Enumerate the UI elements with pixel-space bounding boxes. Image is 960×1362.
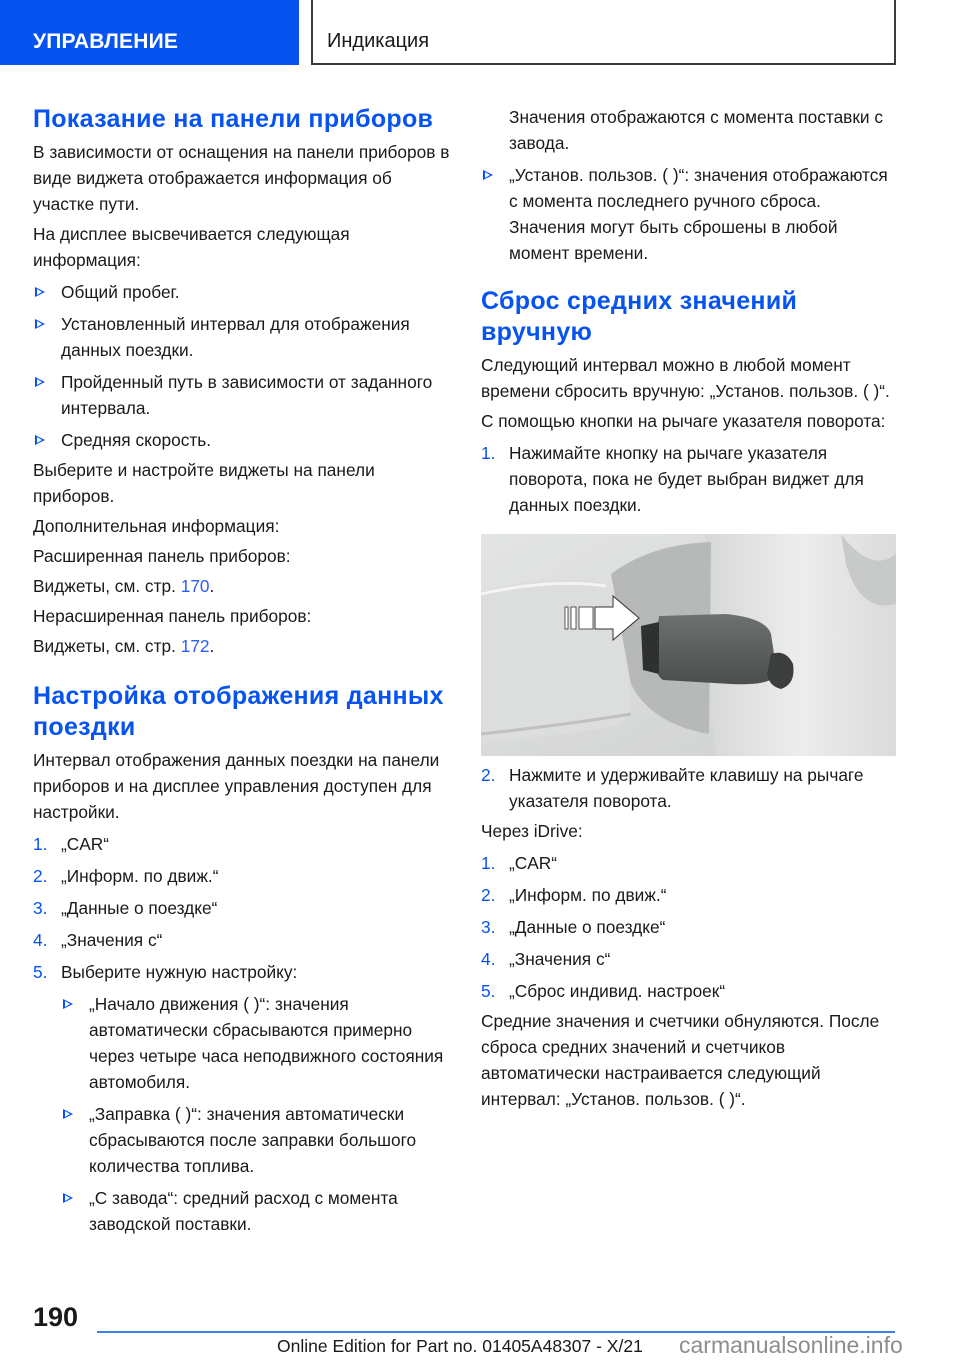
step-text: „CAR“	[61, 834, 109, 854]
paragraph: Дополнительная информация:	[33, 516, 280, 536]
reference-text: Виджеты, см. стр.	[33, 636, 181, 656]
step-text: Нажимайте кнопку на рычаге указателя поворота, пока не будет выбран виджет для данных поездки.	[509, 443, 864, 515]
numbered-steps	[481, 762, 901, 814]
option-item	[61, 991, 453, 1095]
bullet-list	[481, 162, 901, 266]
turn-signal-lever-image	[481, 534, 896, 756]
option-text: „Начало движения ( )“: значения автоматически сбрасываются примерно через четыре часа неподвижного состояния автомобиля.	[89, 994, 444, 1092]
paragraph: Расширенная панель приборов:	[33, 546, 291, 566]
step-number: 2.	[33, 866, 48, 886]
paragraph: Нерасширенная панель приборов:	[33, 606, 312, 626]
edition-info: Online Edition for Part no. 01405A48307 - X/21	[277, 1336, 643, 1356]
step-item	[33, 863, 453, 889]
step-number: 3.	[33, 898, 48, 918]
heading-trip-data-setting: Настройка отображения данных поездки	[33, 682, 444, 741]
step-number: 3.	[481, 917, 496, 937]
cross-reference	[33, 633, 453, 659]
step-number: 5.	[481, 981, 496, 1001]
step-text: „Данные о поездке“	[61, 898, 218, 918]
step-text: „CAR“	[509, 853, 557, 873]
step-number: 4.	[33, 930, 48, 950]
page-link-172[interactable]: 172	[180, 636, 210, 656]
triangle-bullet-icon	[35, 435, 45, 445]
option-item	[61, 1101, 453, 1179]
paragraph: Через iDrive:	[481, 821, 583, 841]
step-item	[33, 895, 453, 921]
step-item	[33, 927, 453, 953]
step-text: „Информ. по движ.“	[509, 885, 667, 905]
reference-text: Виджеты, см. стр.	[33, 576, 181, 596]
heading-instrument-cluster: Показание на панели приборов	[33, 105, 434, 133]
triangle-bullet-icon	[483, 170, 493, 180]
step-text: „Сброс индивид. настроек“	[509, 981, 726, 1001]
triangle-bullet-icon	[63, 999, 73, 1009]
paragraph: Следующий интервал можно в любой момент времени сбросить вручную: „Установ. пользов. ( )“.	[481, 355, 890, 401]
step-item	[481, 850, 901, 876]
paragraph: Интервал отображения данных поездки на панели приборов и на дисплее управления доступен для настройки.	[33, 750, 440, 822]
idrive-steps	[481, 850, 901, 1004]
list-item	[33, 427, 453, 453]
step-item	[481, 882, 901, 908]
step-number: 2.	[481, 885, 496, 905]
list-item-text: Установленный интервал для отображения данных поездки.	[61, 314, 410, 360]
list-item-text: Средняя скорость.	[61, 430, 212, 450]
step-number: 5.	[33, 962, 48, 982]
list-item-text: Общий пробег.	[61, 282, 180, 302]
list-item-text: Пройденный путь в зависимости от заданного интервала.	[61, 372, 433, 418]
period: .	[209, 576, 215, 596]
step-item	[481, 946, 901, 972]
watermark: carmanualsonline.info	[679, 1332, 903, 1358]
step-number: 1.	[33, 834, 48, 854]
step-item	[481, 978, 901, 1004]
step-number: 2.	[481, 765, 496, 785]
list-item-text: „Установ. пользов. ( )“: значения отображаются с момента последнего ручного сброса. Значения могут быть сброшены в любой момент времени.	[509, 165, 888, 263]
paragraph: На дисплее высвечивается следующая информация:	[33, 224, 350, 270]
section-tab: УПРАВЛЕНИЕ	[0, 0, 299, 65]
list-item	[33, 311, 453, 363]
topic-tab: Индикация	[311, 0, 896, 65]
option-text: „С завода“: средний расход с момента заводской поставки.	[89, 1188, 398, 1234]
list-item	[481, 162, 901, 266]
paragraph: Значения отображаются с момента поставки с завода.	[509, 107, 884, 153]
step-text: „Значения с“	[509, 949, 611, 969]
step-item	[33, 959, 453, 985]
step-item	[481, 440, 901, 518]
page-number: 190	[33, 1302, 79, 1332]
right-column	[481, 104, 901, 1112]
paragraph: С помощью кнопки на рычаге указателя поворота:	[481, 411, 886, 431]
triangle-bullet-icon	[35, 287, 45, 297]
paragraph: В зависимости от оснащения на панели приборов в виде виджета отображается информация об участке пути.	[33, 142, 450, 214]
bullet-list	[33, 279, 453, 453]
page-link-170[interactable]: 170	[180, 576, 210, 596]
step-text: Выберите нужную настройку:	[61, 962, 298, 982]
step-number: 4.	[481, 949, 496, 969]
turn-signal-lever-illustration	[481, 534, 896, 756]
step-item	[481, 914, 901, 940]
triangle-bullet-icon	[35, 319, 45, 329]
step-item	[481, 762, 901, 814]
period: .	[209, 636, 215, 656]
step-text: „Значения с“	[61, 930, 163, 950]
option-list	[61, 991, 453, 1237]
step-text: Нажмите и удерживайте клавишу на рычаге указателя поворота.	[509, 765, 864, 811]
step-text: „Информ. по движ.“	[61, 866, 219, 886]
triangle-bullet-icon	[63, 1193, 73, 1203]
option-item	[61, 1185, 453, 1237]
paragraph: Средние значения и счетчики обнуляются. После сброса средних значений и счетчиков автоматически настраивается следующий интервал: „Установ. пользов. ( )“.	[481, 1011, 880, 1109]
list-item	[33, 279, 453, 305]
triangle-bullet-icon	[35, 377, 45, 387]
step-item	[33, 831, 453, 857]
list-item	[33, 369, 453, 421]
paragraph: Выберите и настройте виджеты на панели приборов.	[33, 460, 375, 506]
step-number: 1.	[481, 853, 496, 873]
numbered-steps	[33, 831, 453, 985]
triangle-bullet-icon	[63, 1109, 73, 1119]
numbered-steps	[481, 440, 901, 518]
cross-reference	[33, 573, 453, 599]
step-text: „Данные о поездке“	[509, 917, 666, 937]
heading-manual-reset: Сброс средних значений вручную	[481, 287, 798, 346]
left-column	[33, 104, 453, 1237]
step-number: 1.	[481, 443, 496, 463]
option-text: „Заправка ( )“: значения автоматически сбрасываются после заправки большого количества топлива.	[89, 1104, 417, 1176]
